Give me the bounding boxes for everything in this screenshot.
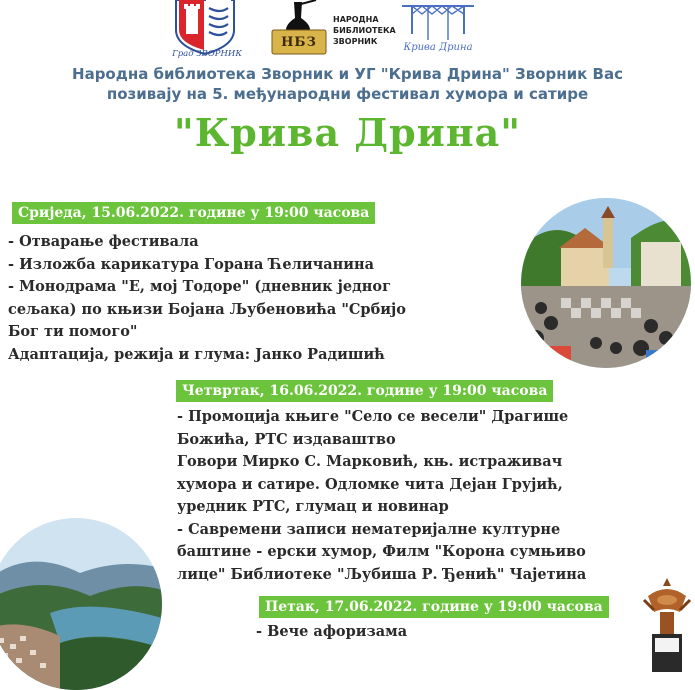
event-photo-square xyxy=(521,198,691,368)
program-line: - Монодрама "Е, мој Тодоре" (дневник једног xyxy=(8,278,391,295)
program-line: - Изложба карикатура Горана Ћеличанина xyxy=(8,255,374,273)
program-line: баштине - ерски хумор, Филм "Корона сумњиво xyxy=(177,543,586,560)
program-line: - Промоција књиге "Село се весели" Драгише xyxy=(177,408,569,425)
day-program-thursday xyxy=(177,406,586,586)
program-line: - Савремени записи нематеријалне културне xyxy=(177,520,561,538)
program-line: - Вече афоризама xyxy=(256,623,408,640)
nbz-logo-text xyxy=(333,14,396,47)
nbz-text-line: БИБЛИОТЕКА xyxy=(333,26,396,35)
program-line: уредник РТС, глумац и новинар xyxy=(177,498,449,515)
zvornik-landscape-photo xyxy=(0,518,162,690)
program-line: лице" Библиотеке "Љубиша Р. Ђенић" Чајетина xyxy=(177,565,587,583)
program-line: сељака) по књизи Бојана Љубеновића "Србијо xyxy=(8,300,406,318)
day-program-friday xyxy=(256,621,407,644)
day-heading-wednesday: Сриједа, 15.06.2022. године у 19:00 часова xyxy=(12,202,375,224)
program-line: Адаптација, режија и глума: Јанко Радишић xyxy=(8,345,385,363)
day-heading-thursday: Четвртак, 16.06.2022. године у 19:00 часова xyxy=(176,380,553,402)
festival-trophy-icon xyxy=(640,578,695,675)
nbz-text-line: ЗВОРНИК xyxy=(333,37,378,46)
intro-line: позивају на 5. међународни фестивал хумора и сатире xyxy=(106,85,589,103)
intro-text xyxy=(0,64,695,104)
kriva-drina-logo-caption: Крива Дрина xyxy=(403,42,473,53)
program-line: Божића, РТС издаваштво xyxy=(177,430,396,448)
program-line: Бог ти помого" xyxy=(8,323,138,340)
nbz-text-line: НАРОДНА xyxy=(333,15,379,24)
program-line: хумора и сатире. Одломке чита Дејан Грујић, xyxy=(177,475,563,493)
kriva-drina-bridge-icon xyxy=(398,0,478,44)
logo-bar xyxy=(0,0,695,62)
festival-title: "Крива Дрина" xyxy=(173,110,522,155)
nbz-mark: НБЗ xyxy=(281,35,317,50)
intro-line: Народна библиотека Зворник и УГ "Крива Дрина" Зворник Вас xyxy=(72,65,623,83)
program-line: - Отварање фестивала xyxy=(8,233,199,250)
grad-zvornik-caption: Град ЗВОРНИК xyxy=(172,49,242,59)
day-program-wednesday xyxy=(8,231,406,366)
program-line: Говори Мирко С. Марковић, књ. истраживач xyxy=(177,453,563,470)
day-heading-friday: Петак, 17.06.2022. године у 19:00 часова xyxy=(259,596,609,618)
